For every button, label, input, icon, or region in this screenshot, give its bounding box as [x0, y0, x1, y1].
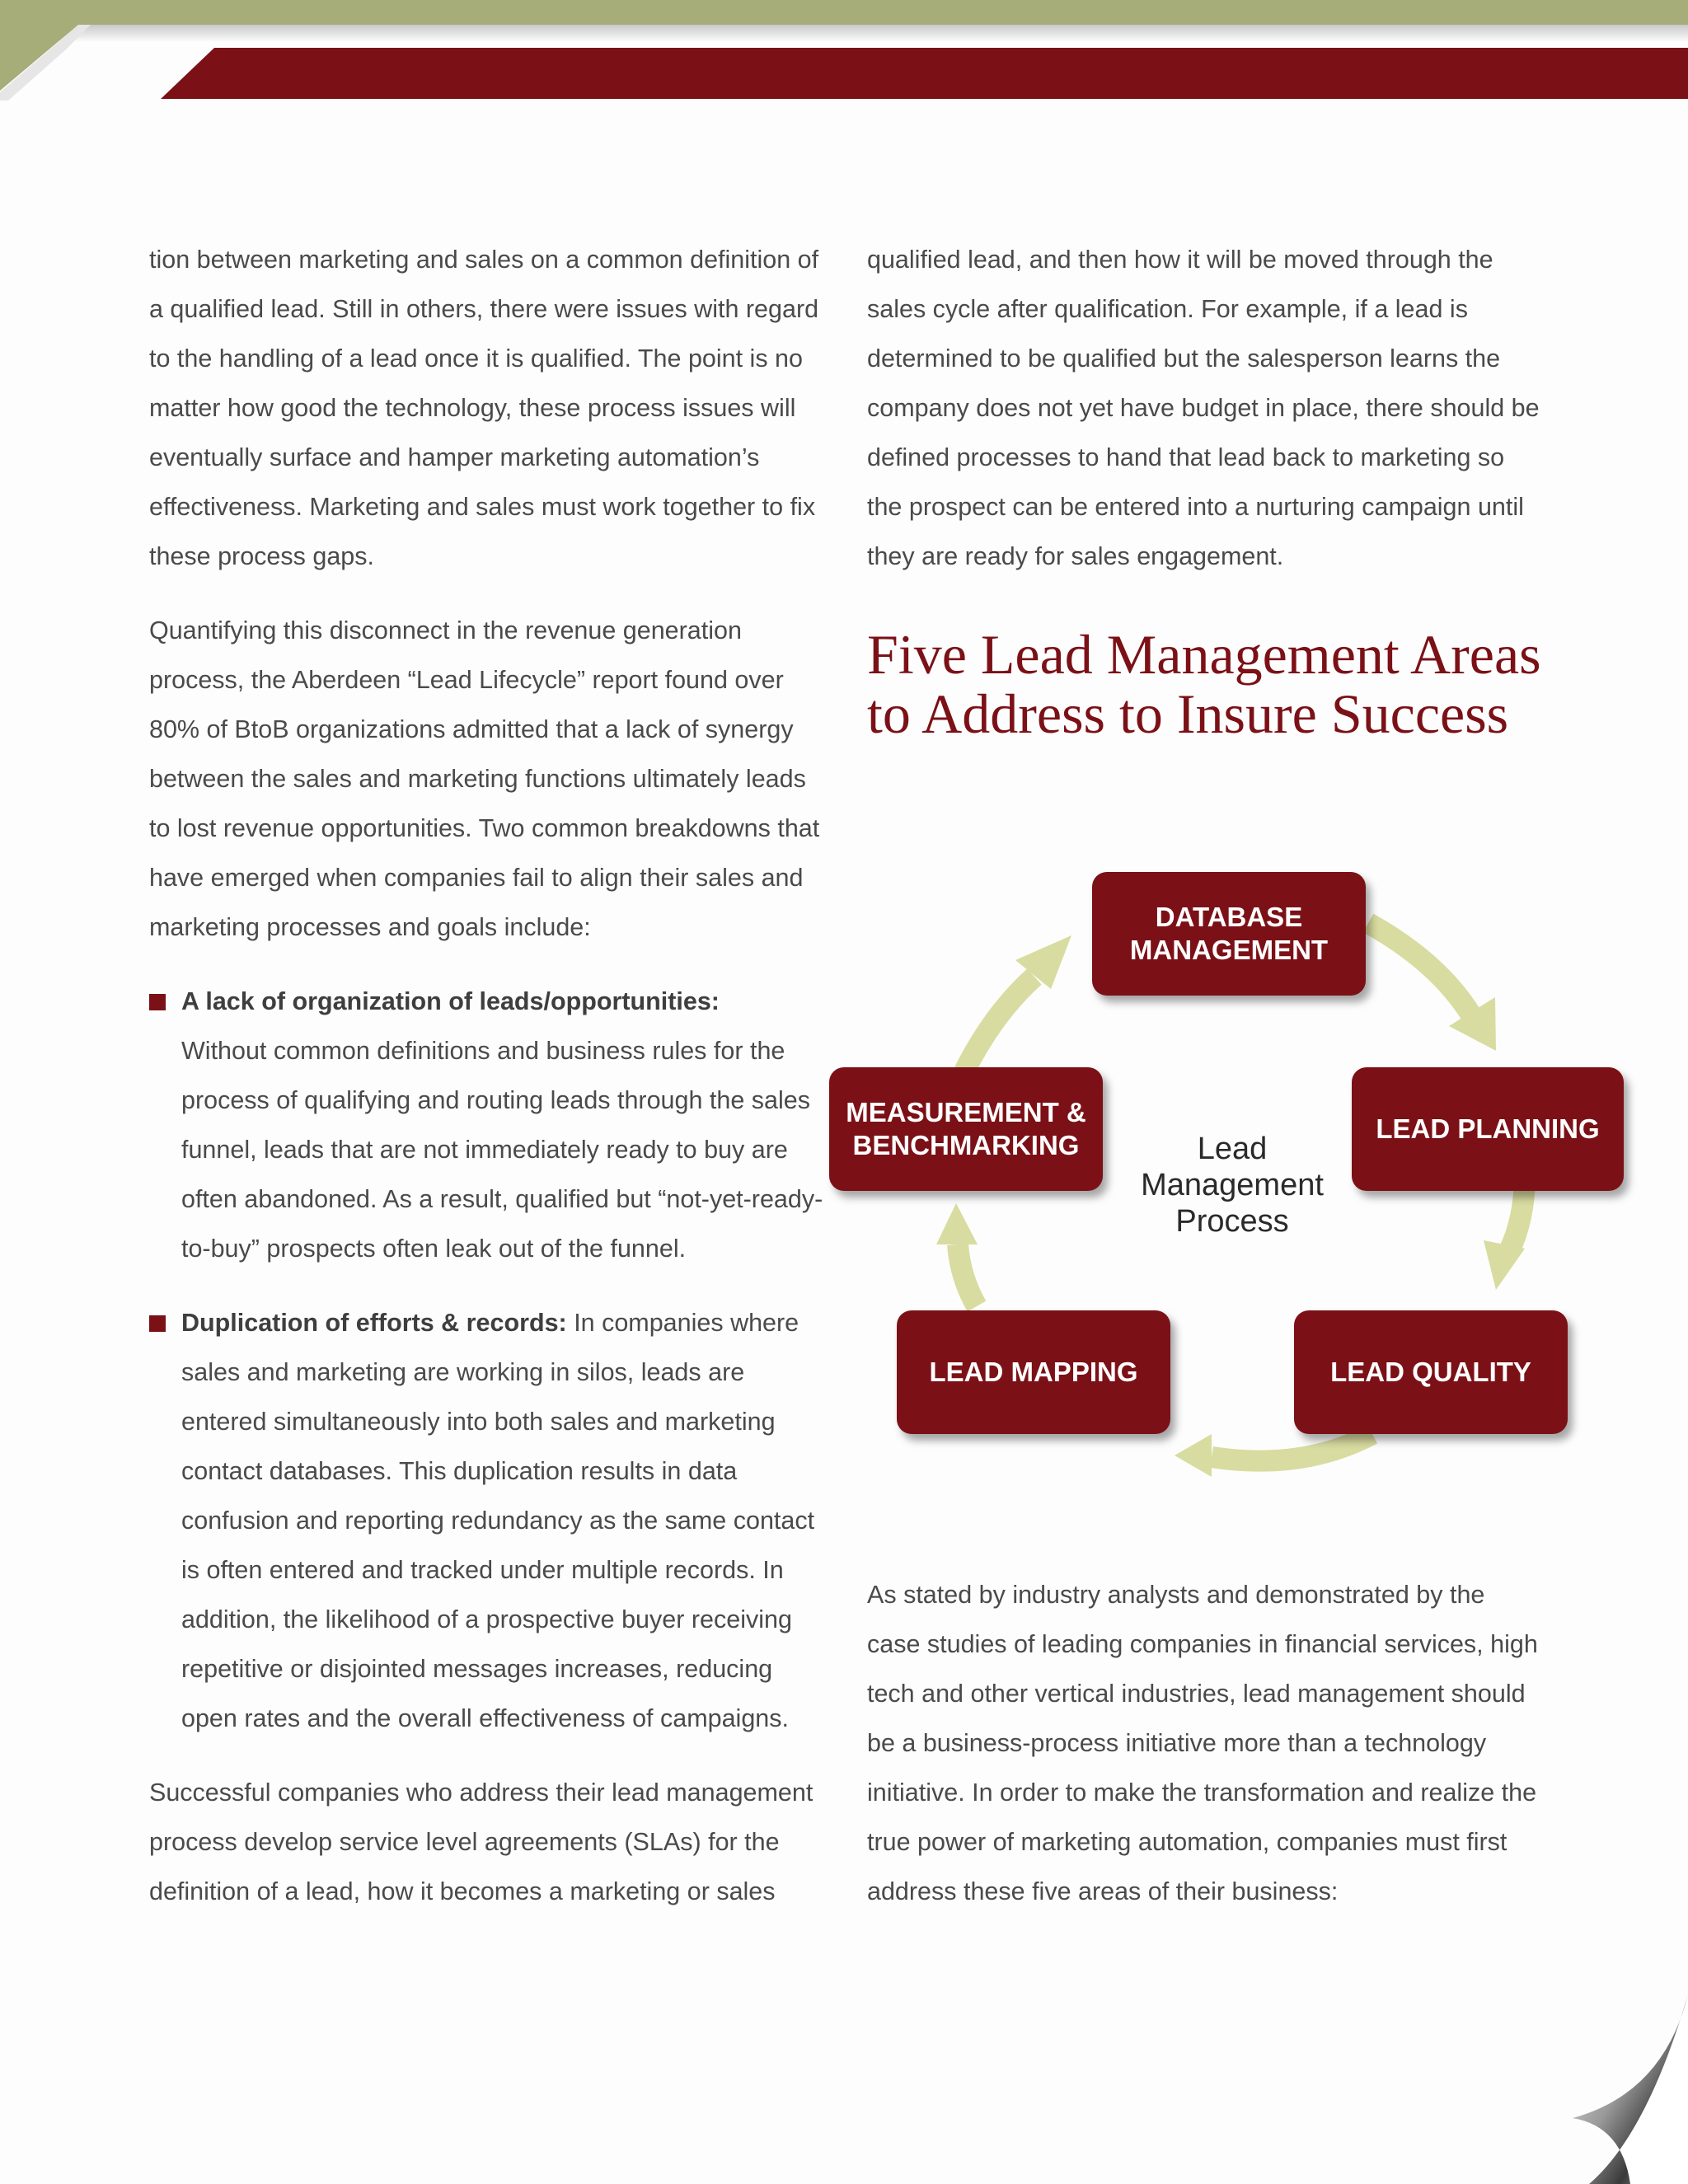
bullet-square-icon	[149, 1315, 166, 1332]
bullet-text: In companies where sales and marketing are working in silos, leads are entered simultaneously into both sales and marketing contact databases. This duplication results in data confusion and reporting redundancy as the same contact is often entered and tracked under multiple records. In addition, the likelihood of a prospective buyer receiving repetitive or disjointed messages increases, reducing open rates and the overall effectiveness of campaigns.	[181, 1309, 815, 1732]
bullet-square-icon	[149, 994, 166, 1010]
bullet-title: A lack of organization of leads/opportunities:	[181, 987, 720, 1015]
node-lead-planning: LEAD PLANNING	[1352, 1067, 1624, 1191]
left-column	[149, 235, 825, 1941]
node-measurement-benchmarking: MEASUREMENT & BENCHMARKING	[829, 1067, 1103, 1191]
arrowhead-icon	[936, 1203, 978, 1244]
arrow-quality-to-mapping	[1212, 1434, 1372, 1461]
node-lead-mapping: LEAD MAPPING	[897, 1310, 1170, 1434]
lead-management-cycle-diagram	[824, 857, 1640, 1500]
right-column-top	[867, 235, 1543, 606]
node-lead-quality: LEAD QUALITY	[1294, 1310, 1568, 1434]
top-banner	[0, 0, 1688, 107]
bullet-title: Duplication of efforts & records:	[181, 1309, 567, 1337]
page-curl-decoration	[1523, 1994, 1688, 2184]
body-paragraph: Successful companies who address their lead management process develop service level agreements (SLAs) for the definition of a lead, how it becomes a marketing or sales	[149, 1779, 814, 1905]
right-column-bottom	[867, 1570, 1543, 1941]
arrowhead-icon	[1484, 1240, 1525, 1290]
arrow-measurement-to-db	[964, 977, 1034, 1071]
arrow-db-to-planning	[1368, 923, 1475, 1022]
body-paragraph: tion between marketing and sales on a common definition of a qualified lead. Still in others, there were issues with regard to the handling of a lead once it is qualified. The point is no matter how good the technology, these process issues will eventually surface and hamper marketing automation’s effectiveness. Marketing and sales must work together to fix these process gaps.	[149, 246, 819, 570]
bullet-text: Without common definitions and business rules for the process of qualifying and routing leads through the sales funnel, leads that are not immediately ready to buy are often abandoned. As a result, qualified but “not-yet-ready-to-buy” prospects often leak out of the funnel.	[181, 1037, 823, 1263]
diagram-center-label: Lead Management Process	[1141, 1132, 1324, 1239]
bullet-item	[149, 977, 825, 1273]
body-paragraph: As stated by industry analysts and demonstrated by the case studies of leading companies in financial services, high tech and other vertical industries, lead management should be a business-process initiative more than a technology initiative. In order to make the transformation and realize the true power of marketing automation, companies must first address these five areas of their business:	[867, 1581, 1538, 1905]
section-heading: Five Lead Management Areas to Address to Insure Success	[867, 623, 1541, 745]
node-database-management: DATABASE MANAGEMENT	[1092, 872, 1366, 996]
arrow-mapping-to-measurement	[958, 1244, 977, 1306]
arrowhead-icon	[1175, 1434, 1212, 1477]
body-paragraph: Quantifying this disconnect in the revenue generation process, the Aberdeen “Lead Lifecycle” report found over 80% of BtoB organizations admitted that a lack of synergy between the sales and marketing functions ultimately leads to lost revenue opportunities. Two common breakdowns that have emerged when companies fail to align their sales and marketing processes and goals include:	[149, 616, 820, 941]
bullet-item	[149, 1298, 825, 1743]
body-paragraph: qualified lead, and then how it will be moved through the sales cycle after qualification. For example, if a lead is determined to be qualified but the salesperson learns the company does not yet have budget in place, there should be defined processes to hand that lead back to marketing so the prospect can be entered into a nurturing campaign until they are ready for sales engagement.	[867, 246, 1540, 570]
